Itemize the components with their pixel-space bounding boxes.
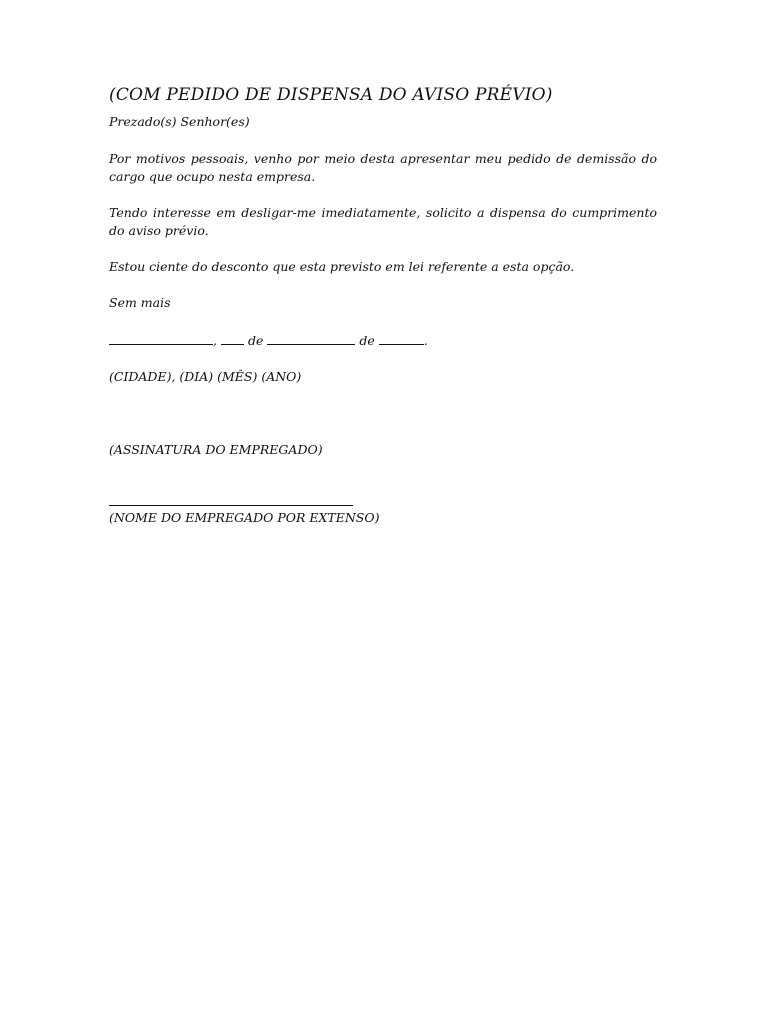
salutation: Prezado(s) Senhor(es) [109,114,250,129]
day-blank[interactable] [221,331,244,345]
paragraph-discount-acknowledgement: Estou ciente do desconto que esta previsto em lei referente a esta opção. [109,259,575,274]
name-line[interactable] [109,505,353,506]
date-caption: (CIDADE), (DIA) (MÊS) (ANO) [109,369,302,384]
signature-caption: (ASSINATURA DO EMPREGADO) [109,442,323,457]
year-blank[interactable] [379,331,424,345]
date-line [109,331,657,350]
city-blank[interactable] [109,331,213,345]
document-title: (COM PEDIDO DE DISPENSA DO AVISO PRÉVIO) [109,85,553,105]
date-de-1: de [247,333,264,348]
closing: Sem mais [109,295,171,310]
month-blank[interactable] [267,331,355,345]
date-de-2: de [359,333,375,348]
paragraph-resignation: Por motivos pessoais, venho por meio desta apresentar meu pedido de demissão do cargo que ocupo nesta empresa. [109,151,657,184]
name-caption: (NOME DO EMPREGADO POR EXTENSO) [109,510,380,525]
date-comma: , [213,333,217,348]
paragraph-notice-waiver: Tendo interesse em desligar-me imediatamente, solicito a dispensa do cumprimento do aviso prévio. [109,205,657,238]
date-period: . [423,333,428,348]
